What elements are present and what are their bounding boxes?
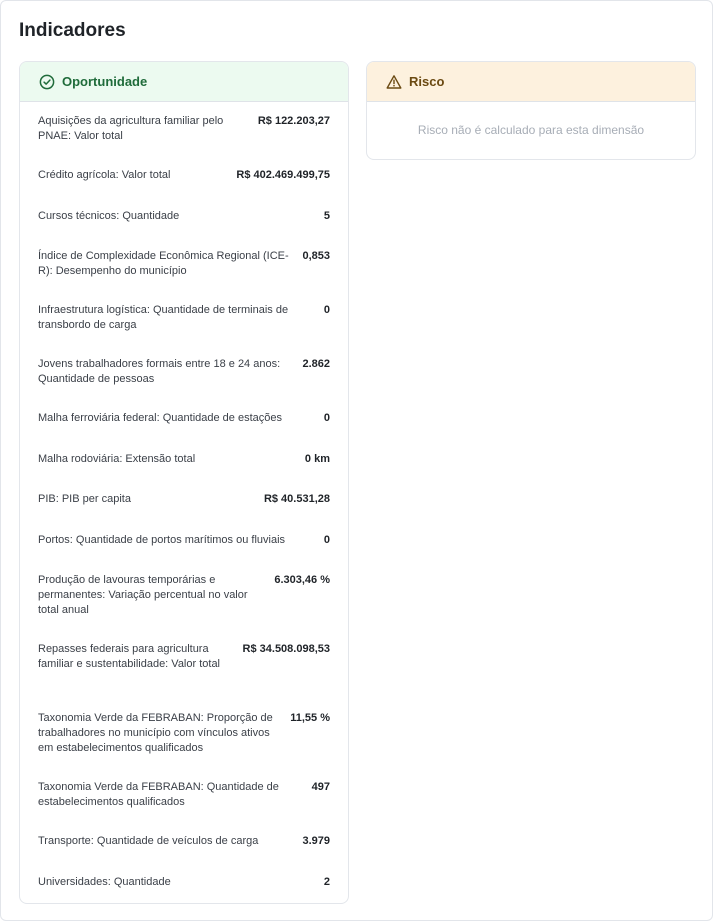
list-item bbox=[38, 168, 330, 183]
list-item bbox=[38, 452, 330, 467]
indicator-label: PIB: PIB per capita bbox=[38, 493, 131, 505]
warning-triangle-icon bbox=[386, 74, 402, 90]
indicator-label: Taxonomia Verde da FEBRABAN: Proporção de trabalhadores no município com vínculos ativos em estabelecimentos qualificados bbox=[38, 712, 273, 754]
indicator-label: Transporte: Quantidade de veículos de carga bbox=[38, 835, 259, 847]
list-item bbox=[38, 875, 330, 890]
list-item bbox=[38, 780, 330, 810]
indicator-value: 2.862 bbox=[302, 358, 330, 370]
indicator-label: Aquisições da agricultura familiar pelo PNAE: Valor total bbox=[38, 115, 224, 142]
list-item bbox=[38, 533, 330, 548]
indicator-label: Taxonomia Verde da FEBRABAN: Quantidade de estabelecimentos qualificados bbox=[38, 781, 279, 808]
list-item bbox=[38, 209, 330, 224]
indicator-value: 497 bbox=[311, 781, 330, 793]
opportunity-card bbox=[19, 61, 349, 904]
indicator-label: Jovens trabalhadores formais entre 18 e 24 anos: Quantidade de pessoas bbox=[38, 358, 281, 385]
page-title: Indicadores bbox=[19, 20, 126, 41]
opportunity-title: Oportunidade bbox=[62, 74, 148, 89]
indicator-value: R$ 122.203,27 bbox=[257, 115, 330, 127]
list-item bbox=[38, 249, 330, 279]
indicator-value: 11,55 % bbox=[290, 712, 330, 724]
list-item bbox=[38, 411, 330, 426]
list-item bbox=[38, 711, 330, 756]
indicator-label: Repasses federais para agricultura familiar e sustentabilidade: Valor total bbox=[38, 643, 221, 670]
indicator-label: Índice de Complexidade Econômica Regional (ICE-R): Desempenho do município bbox=[38, 250, 289, 277]
indicator-label: Infraestrutura logística: Quantidade de terminais de transbordo de carga bbox=[38, 304, 289, 331]
indicator-value: 3.979 bbox=[302, 835, 330, 847]
indicator-value: 5 bbox=[323, 210, 330, 222]
check-circle-icon bbox=[39, 74, 55, 90]
indicator-value: 0 bbox=[323, 412, 330, 424]
risk-header bbox=[367, 62, 695, 102]
list-item bbox=[38, 492, 330, 507]
indicator-value: R$ 402.469.499,75 bbox=[236, 169, 330, 181]
indicator-label: Universidades: Quantidade bbox=[38, 876, 171, 888]
indicator-value: R$ 34.508.098,53 bbox=[242, 643, 330, 655]
indicator-label: Malha rodoviária: Extensão total bbox=[38, 453, 196, 465]
indicator-value: 0 bbox=[323, 534, 330, 546]
indicator-label: Malha ferroviária federal: Quantidade de estações bbox=[38, 412, 282, 424]
list-item bbox=[38, 114, 330, 144]
indicator-label: Portos: Quantidade de portos marítimos ou fluviais bbox=[38, 534, 286, 546]
indicator-value: R$ 40.531,28 bbox=[263, 493, 330, 505]
indicator-value: 6.303,46 % bbox=[274, 574, 330, 586]
list-item bbox=[38, 303, 330, 333]
indicator-value: 2 bbox=[323, 876, 330, 888]
opportunity-header bbox=[20, 62, 348, 102]
indicator-label: Produção de lavouras temporárias e permanentes: Variação percentual no valor total anual bbox=[38, 574, 248, 616]
indicator-label: Crédito agrícola: Valor total bbox=[38, 169, 171, 181]
risk-card bbox=[366, 61, 696, 160]
risk-empty-message: Risco não é calculado para esta dimensão bbox=[417, 123, 645, 137]
list-item bbox=[38, 834, 330, 849]
indicator-value: 0 bbox=[323, 304, 330, 316]
indicator-value: 0 km bbox=[304, 453, 330, 465]
list-item bbox=[38, 357, 330, 387]
risk-title: Risco bbox=[409, 74, 445, 89]
indicator-value: 0,853 bbox=[302, 250, 330, 262]
indicator-label: Cursos técnicos: Quantidade bbox=[38, 210, 180, 222]
list-item bbox=[38, 642, 330, 672]
list-item bbox=[38, 573, 330, 618]
